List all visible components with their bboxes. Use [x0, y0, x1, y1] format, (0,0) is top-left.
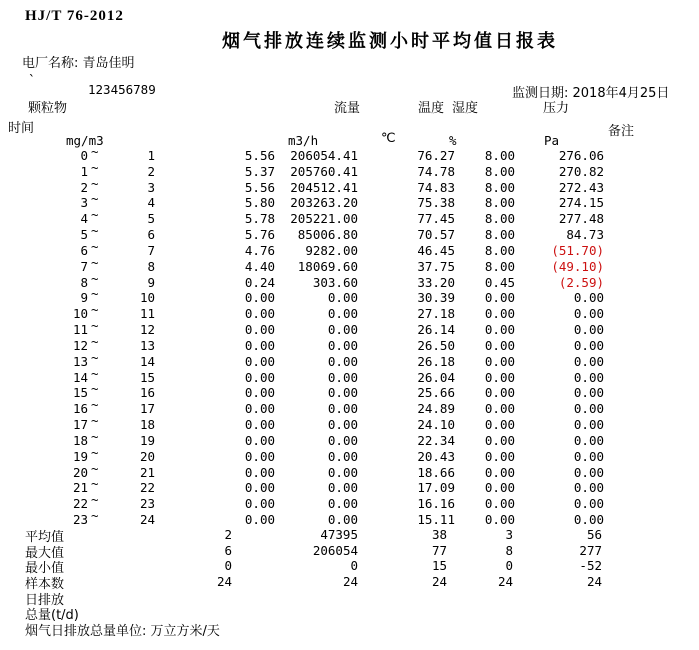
temperature-value: 26.14: [417, 322, 455, 338]
temperature-value: 15.11: [417, 512, 455, 528]
pressure-value: 0.00: [573, 353, 604, 369]
temperature-value: 18.66: [417, 464, 455, 480]
particulate-value: 0.00: [244, 369, 275, 385]
summary-value: 206054: [312, 542, 358, 558]
humidity-value: 0.00: [484, 369, 515, 385]
tilde-symbol: ~: [91, 238, 99, 254]
hour-from: 1: [80, 163, 88, 179]
hour-to: 11: [139, 306, 155, 322]
humidity-value: 0.00: [484, 480, 515, 496]
hour-from: 16: [72, 401, 88, 417]
tilde-symbol: ~: [91, 333, 99, 349]
flow-value: 205221.00: [290, 211, 358, 227]
hour-to: 23: [139, 496, 155, 512]
flow-value: 303.60: [312, 274, 358, 290]
unit-temperature: ℃: [381, 131, 396, 146]
serial-tick-mark: `: [28, 74, 36, 89]
hour-from: 5: [80, 227, 88, 243]
hour-to: 12: [139, 322, 155, 338]
hour-to: 5: [147, 211, 155, 227]
hour-from: 8: [80, 274, 88, 290]
tilde-symbol: ~: [91, 397, 99, 413]
hour-to: 4: [147, 195, 155, 211]
hourly-row: [0, 508, 699, 528]
temperature-value: 76.27: [417, 148, 455, 163]
tilde-symbol: ~: [91, 191, 99, 207]
report-title: 烟气排放连续监测小时平均值日报表: [222, 31, 558, 52]
summary-value: 24: [216, 574, 232, 590]
summary-row: [0, 604, 699, 624]
pressure-value: 277.48: [558, 211, 604, 227]
hour-from: 9: [80, 290, 88, 306]
hour-to: 9: [147, 274, 155, 290]
humidity-value: 8.00: [484, 148, 515, 163]
flow-value: 206054.41: [290, 148, 358, 163]
humidity-value: 8.00: [484, 227, 515, 243]
footer-unit-note: 烟气日排放总量单位: 万立方米/天: [25, 624, 220, 639]
temperature-value: 74.78: [417, 163, 455, 179]
summary-value: 8: [505, 542, 513, 558]
flow-value: 18069.60: [297, 258, 358, 274]
summary-label: 最大值: [25, 545, 65, 561]
tilde-symbol: ~: [91, 460, 99, 476]
summary-value: 0: [505, 558, 513, 574]
hour-from: 18: [72, 432, 88, 448]
summary-value: 56: [586, 527, 602, 542]
hour-to: 3: [147, 179, 155, 195]
plant-name-value: 青岛佳明: [82, 56, 135, 71]
flow-value: 0.00: [327, 480, 358, 496]
pressure-value: 84.73: [566, 227, 604, 243]
temperature-value: 46.45: [417, 242, 455, 258]
humidity-value: 8.00: [484, 195, 515, 211]
flow-value: 0.00: [327, 322, 358, 338]
temperature-value: 16.16: [417, 496, 455, 512]
temperature-value: 30.39: [417, 290, 455, 306]
humidity-value: 0.00: [484, 322, 515, 338]
summary-label: 总量(t/d): [25, 608, 79, 624]
hour-to: 16: [139, 385, 155, 401]
humidity-value: 8.00: [484, 242, 515, 258]
hour-from: 12: [72, 337, 88, 353]
hour-to: 6: [147, 227, 155, 243]
particulate-value: 0.00: [244, 448, 275, 464]
particulate-value: 0.00: [244, 385, 275, 401]
flow-value: 0.00: [327, 496, 358, 512]
hour-from: 4: [80, 211, 88, 227]
particulate-value: 5.78: [244, 211, 275, 227]
pressure-value: 0.00: [573, 496, 604, 512]
tilde-symbol: ~: [91, 254, 99, 270]
pressure-value: 0.00: [573, 464, 604, 480]
summary-value: 38: [431, 527, 447, 542]
particulate-value: 0.00: [244, 401, 275, 417]
pressure-value: (51.70): [551, 242, 604, 258]
hour-to: 20: [139, 448, 155, 464]
humidity-value: 0.00: [484, 306, 515, 322]
temperature-value: 37.75: [417, 258, 455, 274]
col-header-particulate: 颗粒物: [28, 101, 68, 116]
standard-code: HJ/T 76-2012: [25, 8, 124, 24]
temperature-value: 70.57: [417, 227, 455, 243]
particulate-value: 0.00: [244, 512, 275, 528]
tilde-symbol: ~: [91, 144, 99, 159]
humidity-value: 8.00: [484, 179, 515, 195]
temperature-value: 17.09: [417, 480, 455, 496]
summary-label: 样本数: [25, 577, 65, 593]
humidity-value: 8.00: [484, 211, 515, 227]
tilde-symbol: ~: [91, 286, 99, 302]
pressure-value: 0.00: [573, 337, 604, 353]
hour-to: 7: [147, 242, 155, 258]
col-header-temperature: 温度: [418, 101, 445, 116]
unit-flow: m3/h: [288, 133, 319, 148]
humidity-value: 0.00: [484, 512, 515, 528]
flow-value: 0.00: [327, 385, 358, 401]
summary-label: 最小值: [25, 561, 65, 577]
monitor-date-label: 监测日期:: [512, 86, 573, 101]
flow-value: 0.00: [327, 401, 358, 417]
summary-row: [0, 557, 699, 577]
particulate-value: 0.00: [244, 337, 275, 353]
summary-row: [0, 589, 699, 608]
hour-from: 19: [72, 448, 88, 464]
col-header-remark: 备注: [608, 124, 635, 139]
hour-to: 21: [139, 464, 155, 480]
particulate-value: 0.00: [244, 290, 275, 306]
temperature-value: 26.04: [417, 369, 455, 385]
hour-to: 8: [147, 258, 155, 274]
summary-value: 24: [586, 574, 602, 590]
humidity-value: 8.00: [484, 163, 515, 179]
summary-value: -52: [579, 558, 602, 574]
flow-value: 205760.41: [290, 163, 358, 179]
humidity-value: 0.45: [484, 274, 515, 290]
particulate-value: 0.00: [244, 306, 275, 322]
humidity-value: 8.00: [484, 258, 515, 274]
temperature-value: 75.38: [417, 195, 455, 211]
particulate-value: 5.56: [244, 148, 275, 163]
tilde-symbol: ~: [91, 302, 99, 318]
flow-value: 9282.00: [305, 242, 358, 258]
temperature-value: 26.18: [417, 353, 455, 369]
tilde-symbol: ~: [91, 508, 99, 524]
pressure-value: 0.00: [573, 480, 604, 496]
monitor-date-line: [512, 82, 669, 101]
hour-from: 11: [72, 322, 88, 338]
humidity-value: 0.00: [484, 290, 515, 306]
particulate-value: 0.00: [244, 322, 275, 338]
pressure-value: 0.00: [573, 448, 604, 464]
humidity-value: 0.00: [484, 337, 515, 353]
hour-from: 10: [72, 306, 88, 322]
summary-row: [0, 542, 699, 561]
pressure-value: 274.15: [558, 195, 604, 211]
hour-from: 15: [72, 385, 88, 401]
pressure-value: 0.00: [573, 290, 604, 306]
tilde-symbol: ~: [91, 428, 99, 444]
summary-value: 24: [497, 574, 513, 590]
pressure-value: 0.00: [573, 401, 604, 417]
temperature-value: 24.10: [417, 417, 455, 433]
hour-from: 13: [72, 353, 88, 369]
monitor-date-value: 2018年4月25日: [572, 86, 670, 101]
humidity-value: 0.00: [484, 464, 515, 480]
humidity-value: 0.00: [484, 432, 515, 448]
unit-particulate: mg/m3: [66, 133, 104, 148]
temperature-value: 26.50: [417, 337, 455, 353]
unit-pressure: Pa: [544, 133, 560, 148]
summary-rows: [0, 526, 699, 624]
particulate-value: 0.00: [244, 353, 275, 369]
particulate-value: 0.00: [244, 432, 275, 448]
summary-row: [0, 573, 699, 593]
flow-value: 0.00: [327, 290, 358, 306]
tilde-symbol: ~: [91, 207, 99, 223]
particulate-value: 4.40: [244, 258, 275, 274]
summary-value: 24: [342, 574, 358, 590]
summary-value: 0: [224, 558, 232, 574]
particulate-value: 5.76: [244, 227, 275, 243]
particulate-value: 5.37: [244, 163, 275, 179]
particulate-value: 0.24: [244, 274, 275, 290]
col-header-flow: 流量: [334, 101, 361, 116]
summary-value: 277: [579, 542, 602, 558]
hour-to: 24: [139, 512, 155, 528]
pressure-value: 0.00: [573, 512, 604, 528]
summary-value: 24: [431, 574, 447, 590]
summary-value: 6: [224, 542, 232, 558]
particulate-value: 5.56: [244, 179, 275, 195]
hour-from: 21: [72, 480, 88, 496]
tilde-symbol: ~: [91, 175, 99, 191]
hour-from: 0: [80, 148, 88, 163]
hour-to: 17: [139, 401, 155, 417]
flow-value: 203263.20: [290, 195, 358, 211]
tilde-symbol: ~: [91, 159, 99, 175]
tilde-symbol: ~: [91, 223, 99, 239]
particulate-value: 5.80: [244, 195, 275, 211]
pressure-value: 0.00: [573, 322, 604, 338]
temperature-value: 20.43: [417, 448, 455, 464]
particulate-value: 0.00: [244, 480, 275, 496]
summary-value: 47395: [320, 527, 358, 542]
tilde-symbol: ~: [91, 444, 99, 460]
particulate-value: 0.00: [244, 496, 275, 512]
pressure-value: (2.59): [558, 274, 604, 290]
temperature-value: 22.34: [417, 432, 455, 448]
summary-value: 0: [350, 558, 358, 574]
pressure-value: 0.00: [573, 306, 604, 322]
flow-value: 0.00: [327, 369, 358, 385]
summary-value: 2: [224, 527, 232, 542]
particulate-value: 0.00: [244, 464, 275, 480]
hour-from: 23: [72, 512, 88, 528]
flow-value: 0.00: [327, 306, 358, 322]
summary-label: 平均值: [25, 530, 65, 545]
plant-name-label: 电厂名称:: [22, 56, 83, 71]
hour-to: 19: [139, 432, 155, 448]
flow-value: 85006.80: [297, 227, 358, 243]
flow-value: 0.00: [327, 512, 358, 528]
pressure-value: 0.00: [573, 417, 604, 433]
humidity-value: 0.00: [484, 385, 515, 401]
humidity-value: 0.00: [484, 401, 515, 417]
tilde-symbol: ~: [91, 270, 99, 286]
tilde-symbol: ~: [91, 365, 99, 381]
particulate-value: 4.76: [244, 242, 275, 258]
pressure-value: 272.43: [558, 179, 604, 195]
pressure-value: 270.82: [558, 163, 604, 179]
hour-from: 14: [72, 369, 88, 385]
tilde-symbol: ~: [91, 349, 99, 365]
hour-from: 20: [72, 464, 88, 480]
humidity-value: 0.00: [484, 448, 515, 464]
temperature-value: 24.89: [417, 401, 455, 417]
tilde-symbol: ~: [91, 476, 99, 492]
hour-to: 1: [147, 148, 155, 163]
flow-value: 0.00: [327, 417, 358, 433]
summary-value: 15: [431, 558, 447, 574]
hour-to: 10: [139, 290, 155, 306]
flow-value: 0.00: [327, 464, 358, 480]
tilde-symbol: ~: [91, 318, 99, 334]
hour-from: 17: [72, 417, 88, 433]
flow-value: 0.00: [327, 448, 358, 464]
flow-value: 204512.41: [290, 179, 358, 195]
pressure-value: 0.00: [573, 432, 604, 448]
hourly-rows: [0, 144, 699, 528]
hour-to: 13: [139, 337, 155, 353]
hour-to: 14: [139, 353, 155, 369]
temperature-value: 33.20: [417, 274, 455, 290]
humidity-value: 0.00: [484, 417, 515, 433]
plant-name-line: [22, 52, 135, 71]
hour-from: 6: [80, 242, 88, 258]
humidity-value: 0.00: [484, 496, 515, 512]
hour-to: 2: [147, 163, 155, 179]
temperature-value: 25.66: [417, 385, 455, 401]
hour-to: 18: [139, 417, 155, 433]
tilde-symbol: ~: [91, 381, 99, 397]
flow-value: 0.00: [327, 432, 358, 448]
serial-number: 123456789: [88, 82, 156, 97]
tilde-symbol: ~: [91, 413, 99, 429]
pressure-value: 0.00: [573, 369, 604, 385]
summary-row: [0, 526, 699, 545]
flow-value: 0.00: [327, 337, 358, 353]
pressure-value: 0.00: [573, 385, 604, 401]
summary-value: 77: [431, 542, 447, 558]
temperature-value: 27.18: [417, 306, 455, 322]
hour-to: 22: [139, 480, 155, 496]
hour-to: 15: [139, 369, 155, 385]
col-header-pressure: 压力: [543, 101, 570, 116]
summary-label: 日排放: [25, 592, 65, 608]
hour-from: 22: [72, 496, 88, 512]
summary-value: 3: [505, 527, 513, 542]
unit-humidity: %: [449, 133, 457, 148]
temperature-value: 77.45: [417, 211, 455, 227]
col-header-humidity: 湿度: [452, 101, 479, 116]
hour-from: 7: [80, 258, 88, 274]
temperature-value: 74.83: [417, 179, 455, 195]
col-header-time: 时间: [8, 121, 35, 136]
pressure-value: (49.10): [551, 258, 604, 274]
hour-from: 2: [80, 179, 88, 195]
hour-from: 3: [80, 195, 88, 211]
flow-value: 0.00: [327, 353, 358, 369]
pressure-value: 276.06: [558, 148, 604, 163]
humidity-value: 0.00: [484, 353, 515, 369]
tilde-symbol: ~: [91, 492, 99, 508]
particulate-value: 0.00: [244, 417, 275, 433]
